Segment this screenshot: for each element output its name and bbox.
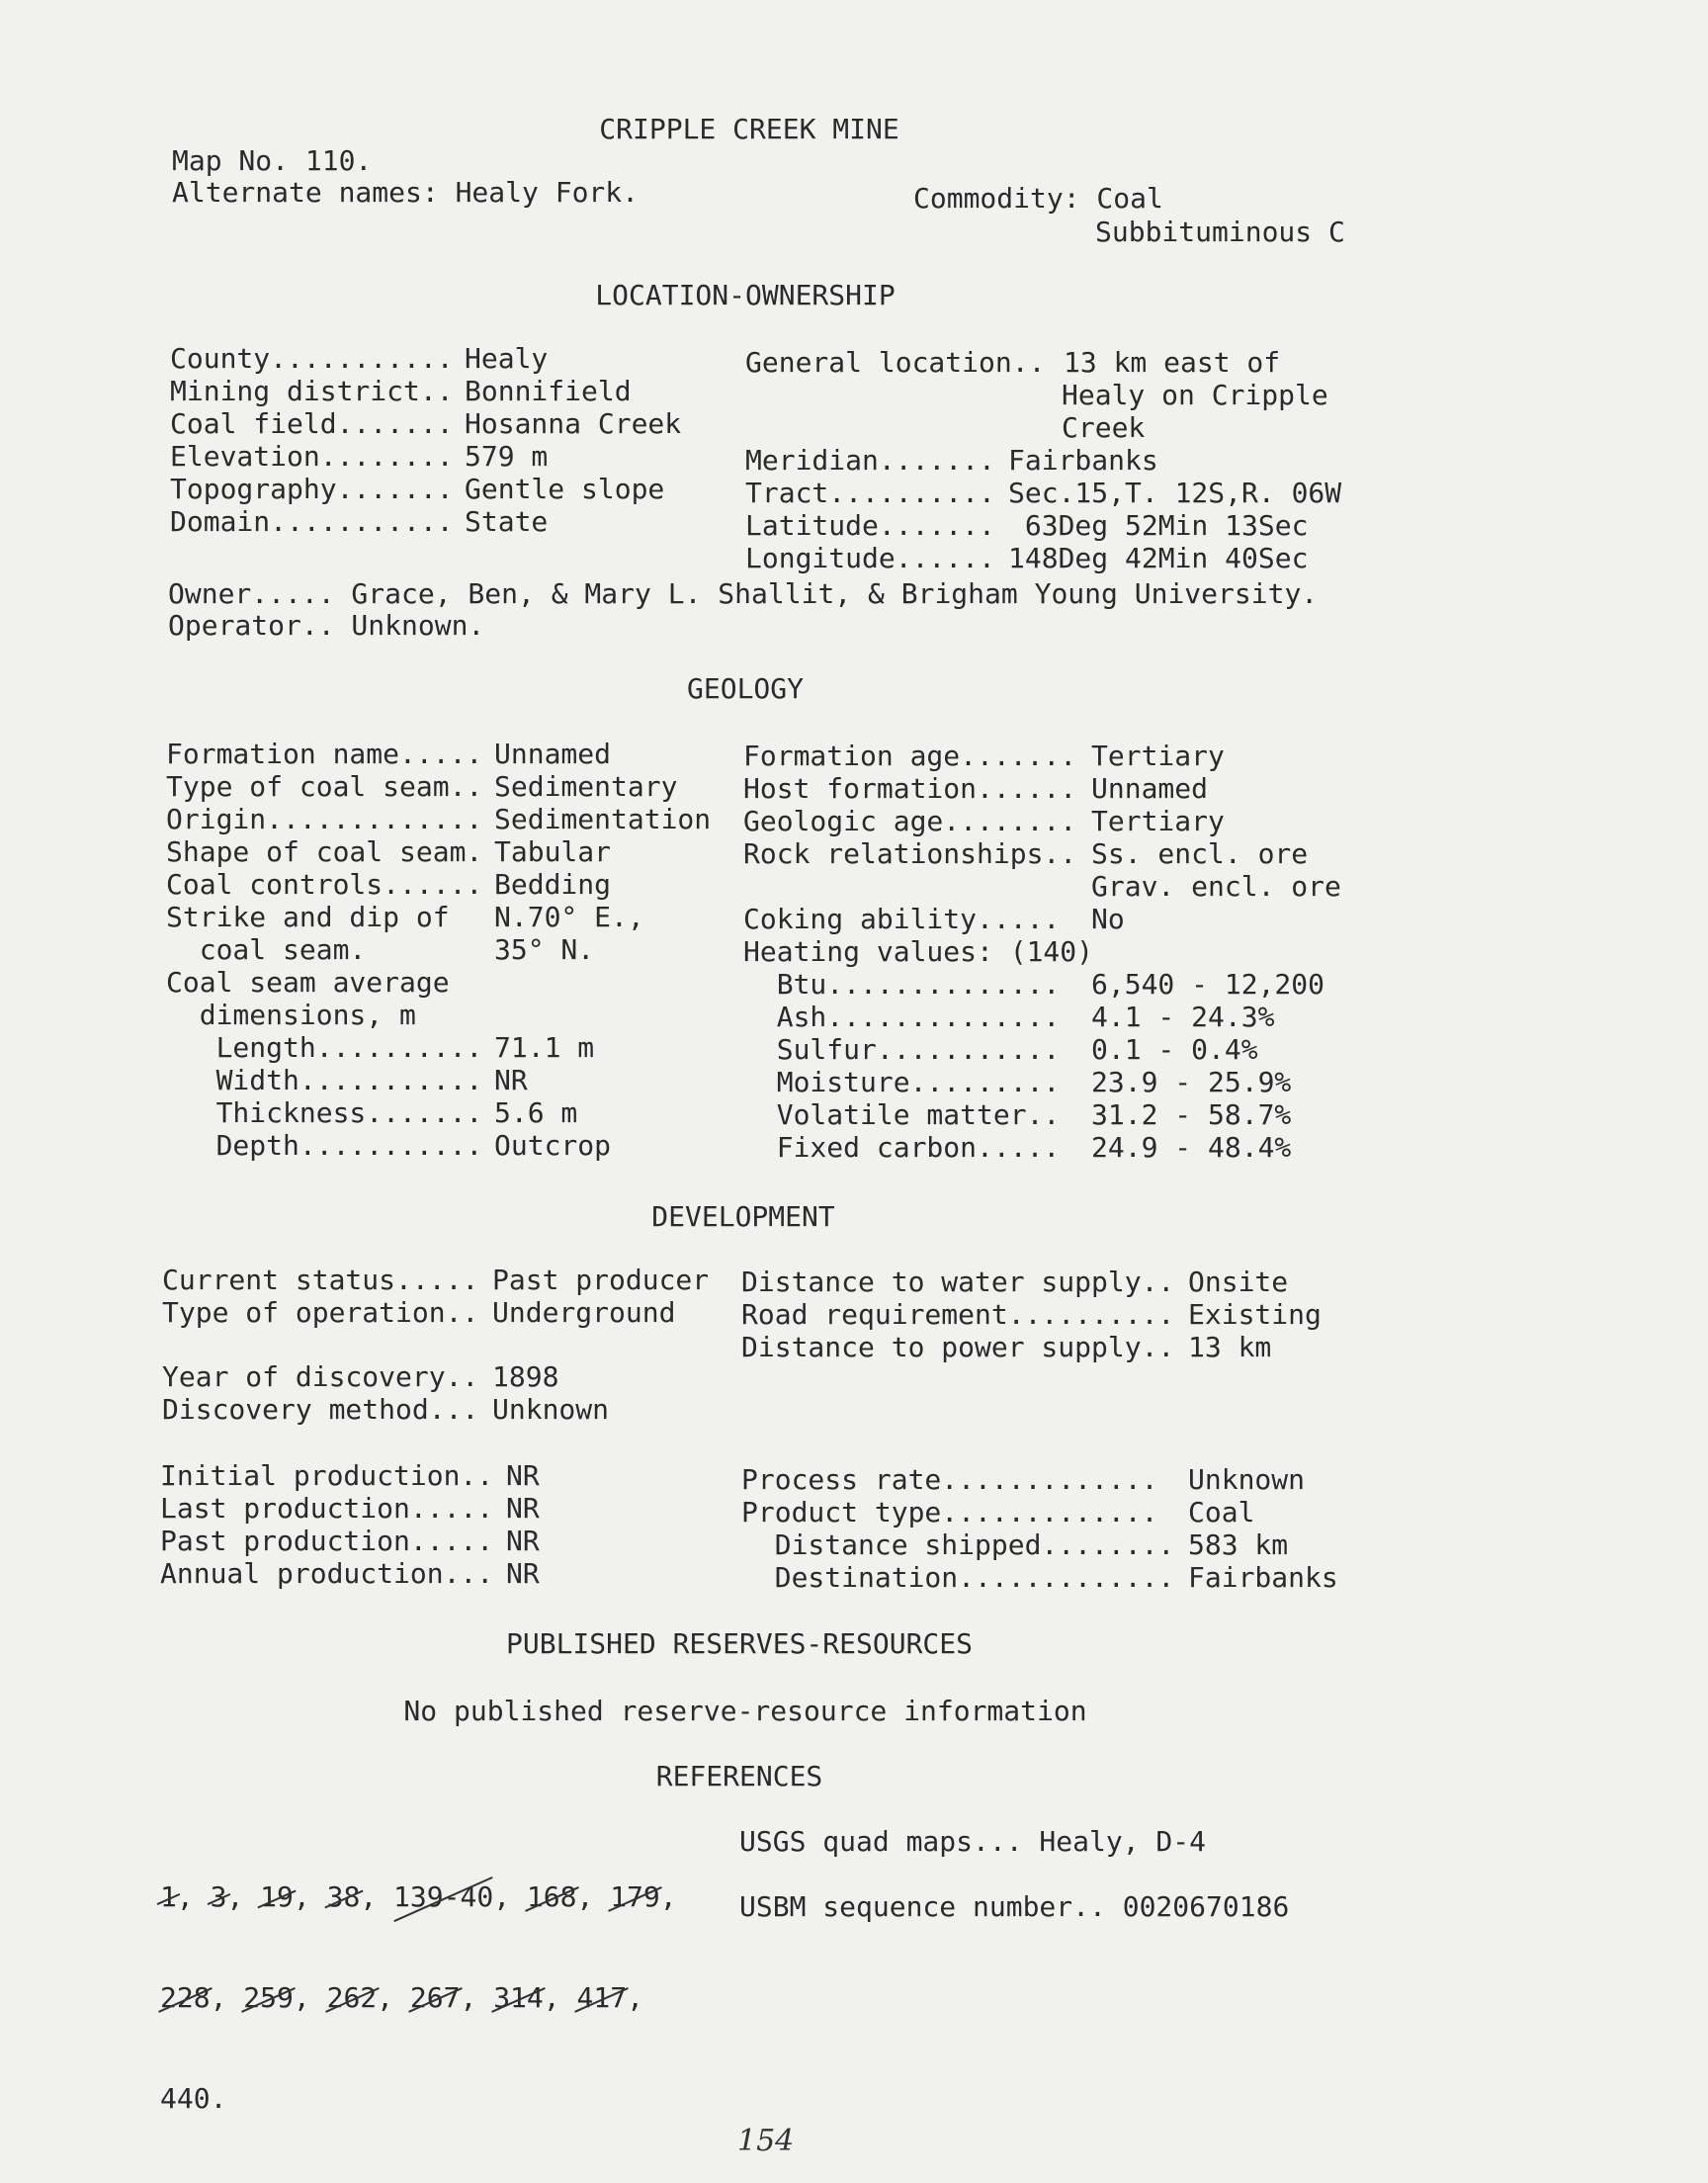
geology-heading: GEOLOGY xyxy=(686,672,805,705)
geology-field-label: Thickness....... xyxy=(166,1096,483,1129)
geology-field-value: Outcrop xyxy=(494,1129,612,1162)
development-heading: DEVELOPMENT xyxy=(651,1200,835,1233)
owner-line: Owner..... Grace, Ben, & Mary L. Shallit, & Brigham Young University. xyxy=(168,577,1319,610)
geology-field-label: Length.......... xyxy=(166,1031,483,1064)
reference-struck: 38 xyxy=(326,1880,361,1913)
location-field-label: Latitude....... xyxy=(745,509,995,542)
geology-field-value: 71.1 m xyxy=(494,1031,595,1064)
reference-struck: 139-40 xyxy=(393,1880,494,1913)
geology-field-value: 35° N. xyxy=(494,933,595,966)
location-field-value: Sec.15,T. 12S,R. 06W xyxy=(1008,477,1342,509)
production-field-label: Process rate............. xyxy=(741,1463,1158,1496)
location-field-label: County........... xyxy=(170,342,454,375)
geology-field-label: dimensions, m xyxy=(166,999,416,1031)
reference-struck: 262 xyxy=(326,1981,378,2014)
geology-field-label: Formation name..... xyxy=(166,738,483,770)
geology-field-label: Ash.............. xyxy=(743,1001,1061,1033)
geology-field-value: 24.9 - 48.4% xyxy=(1091,1131,1292,1164)
production-field-label: Destination............. xyxy=(741,1561,1175,1594)
geology-field-value: Unnamed xyxy=(1091,772,1209,805)
geology-field-value: Grav. encl. ore xyxy=(1091,870,1341,903)
development-field-label: Discovery method... xyxy=(162,1393,479,1426)
geology-field-value: 31.2 - 58.7% xyxy=(1091,1098,1292,1131)
general-location-value: 13 km east of xyxy=(1064,346,1281,379)
production-field-value: Fairbanks xyxy=(1188,1561,1338,1594)
location-field-label: Longitude...... xyxy=(745,542,995,574)
reference-list xyxy=(160,1813,694,2183)
geology-field-value: Ss. encl. ore xyxy=(1091,837,1309,870)
reference-struck: 228 xyxy=(160,1981,211,2014)
location-field-label: Topography....... xyxy=(170,473,454,505)
geology-field-label: Coal controls...... xyxy=(166,868,483,901)
geology-field-value: 0.1 - 0.4% xyxy=(1091,1033,1258,1066)
map-number: Map No. 110. xyxy=(172,144,373,177)
reference-struck: 417 xyxy=(576,1981,628,2014)
location-field-value: Healy xyxy=(465,342,549,375)
production-field-label: Last production..... xyxy=(160,1492,494,1525)
geology-field-label: Sulfur........... xyxy=(743,1033,1061,1066)
development-field-value: Onsite xyxy=(1188,1266,1289,1298)
reference-line: 1, 3, 19, 38, 139-40, 168, 179, xyxy=(160,1880,694,1913)
reference-struck: 168 xyxy=(526,1880,577,1913)
development-field-label: Year of discovery.. xyxy=(162,1360,479,1393)
geology-field-label: Width........... xyxy=(166,1064,483,1096)
location-field-value: 579 m xyxy=(465,440,549,473)
production-field-value: NR xyxy=(506,1492,540,1525)
location-heading: LOCATION-OWNERSHIP xyxy=(595,279,896,311)
geology-field-label: Volatile matter.. xyxy=(743,1098,1061,1131)
production-field-value: 583 km xyxy=(1188,1528,1289,1561)
geology-field-value: Sedimentation xyxy=(494,803,712,835)
production-field-label: Annual production... xyxy=(160,1557,494,1590)
production-field-value: Unknown xyxy=(1188,1463,1306,1496)
production-field-label: Product type............. xyxy=(741,1496,1158,1528)
general-location-value: Creek xyxy=(1062,411,1146,444)
production-field-value: NR xyxy=(506,1459,540,1492)
location-field-label: Domain........... xyxy=(170,505,454,538)
geology-field-value: 6,540 - 12,200 xyxy=(1091,968,1325,1001)
geology-field-value: N.70° E., xyxy=(494,901,644,933)
production-field-label: Distance shipped........ xyxy=(741,1528,1175,1561)
mine-title: CRIPPLE CREEK MINE xyxy=(599,113,899,145)
geology-field-label: Rock relationships.. xyxy=(743,837,1077,870)
geology-field-value: 23.9 - 25.9% xyxy=(1091,1066,1292,1098)
location-field-value: 63Deg 52Min 13Sec xyxy=(1008,509,1309,542)
geology-field-label: Moisture......... xyxy=(743,1066,1061,1098)
development-field-value: Existing xyxy=(1188,1298,1322,1331)
geology-field-value: Bedding xyxy=(494,868,612,901)
geology-field-label: Heating values: (140) xyxy=(743,935,1094,968)
page-number: 154 xyxy=(737,2124,795,2158)
development-field-value: 13 km xyxy=(1188,1331,1272,1363)
development-field-value: Past producer xyxy=(492,1264,710,1296)
geology-field-label: Host formation...... xyxy=(743,772,1077,805)
usgs-quad-maps: USGS quad maps... Healy, D-4 xyxy=(739,1825,1207,1858)
reference-struck: 19 xyxy=(260,1880,294,1913)
production-field-value: Coal xyxy=(1188,1496,1255,1528)
geology-field-label: Btu.............. xyxy=(743,968,1061,1001)
geology-field-value: No xyxy=(1091,903,1125,935)
geology-field-label: Coal seam average xyxy=(166,966,450,999)
reference-struck: 1 xyxy=(160,1880,177,1913)
development-field-label: Type of operation.. xyxy=(162,1296,479,1329)
commodity: Commodity: Coal xyxy=(913,182,1163,215)
reference-struck: 179 xyxy=(610,1880,660,1913)
reserves-heading: PUBLISHED RESERVES-RESOURCES xyxy=(505,1627,974,1660)
location-field-value: State xyxy=(465,505,549,538)
development-field-value: 1898 xyxy=(492,1360,559,1393)
location-field-value: Hosanna Creek xyxy=(465,407,682,440)
reference-struck: 3 xyxy=(210,1880,227,1913)
reference-line-last: 440. xyxy=(160,2082,227,2115)
geology-field-label: Strike and dip of xyxy=(166,901,450,933)
development-field-value: Underground xyxy=(492,1296,676,1329)
production-field-value: NR xyxy=(506,1525,540,1557)
production-field-label: Initial production.. xyxy=(160,1459,494,1492)
geology-field-value: NR xyxy=(494,1064,528,1096)
geology-field-label: Origin............. xyxy=(166,803,483,835)
development-field-label: Distance to power supply.. xyxy=(741,1331,1175,1363)
geology-field-value: 5.6 m xyxy=(494,1096,578,1129)
geology-field-value: Tertiary xyxy=(1091,740,1225,772)
references-heading: REFERENCES xyxy=(655,1760,823,1792)
reference-line: 228, 259, 262, 267, 314, 417, xyxy=(160,1981,660,2014)
development-field-label: Road requirement.......... xyxy=(741,1298,1175,1331)
general-location-value: Healy on Cripple xyxy=(1062,379,1328,411)
location-field-label: Meridian....... xyxy=(745,444,995,477)
development-field-label: Current status..... xyxy=(162,1264,479,1296)
geology-field-label: Formation age....... xyxy=(743,740,1077,772)
geology-field-label: Type of coal seam.. xyxy=(166,770,483,803)
geology-field-value: Tabular xyxy=(494,835,612,868)
production-field-label: Past production..... xyxy=(160,1525,494,1557)
geology-field-value: Unnamed xyxy=(494,738,612,770)
location-field-value: Bonnifield xyxy=(465,375,632,407)
usbm-sequence-number: USBM sequence number.. 0020670186 xyxy=(739,1890,1290,1923)
location-field-label: Elevation........ xyxy=(170,440,454,473)
geology-field-label: Depth........... xyxy=(166,1129,483,1162)
geology-field-label: Coking ability..... xyxy=(743,903,1061,935)
development-field-value: Unknown xyxy=(492,1393,610,1426)
geology-field-label: Geologic age........ xyxy=(743,805,1077,837)
general-location-label: General location.. xyxy=(745,346,1046,379)
reference-struck: 259 xyxy=(243,1981,294,2014)
alternate-names: Alternate names: Healy Fork. xyxy=(172,176,640,209)
location-field-value: Gentle slope xyxy=(465,473,665,505)
location-field-label: Mining district.. xyxy=(170,375,454,407)
geology-field-label: coal seam. xyxy=(166,933,367,966)
operator-line: Operator.. Unknown. xyxy=(168,609,485,642)
geology-field-value: Tertiary xyxy=(1091,805,1225,837)
geology-field-label: Fixed carbon..... xyxy=(743,1131,1061,1164)
location-field-label: Tract.......... xyxy=(745,477,995,509)
reference-struck: 267 xyxy=(409,1981,461,2014)
geology-field-value: 4.1 - 24.3% xyxy=(1091,1001,1275,1033)
reference-struck: 314 xyxy=(493,1981,544,2014)
geology-field-value: Sedimentary xyxy=(494,770,678,803)
location-field-value: Fairbanks xyxy=(1008,444,1158,477)
commodity-type: Subbituminous C xyxy=(1095,216,1345,248)
location-field-value: 148Deg 42Min 40Sec xyxy=(1008,542,1309,574)
development-field-label: Distance to water supply.. xyxy=(741,1266,1175,1298)
geology-field-label: Shape of coal seam. xyxy=(166,835,483,868)
production-field-value: NR xyxy=(506,1557,540,1590)
location-field-label: Coal field....... xyxy=(170,407,454,440)
reserves-text: No published reserve-resource information xyxy=(403,1695,1087,1727)
